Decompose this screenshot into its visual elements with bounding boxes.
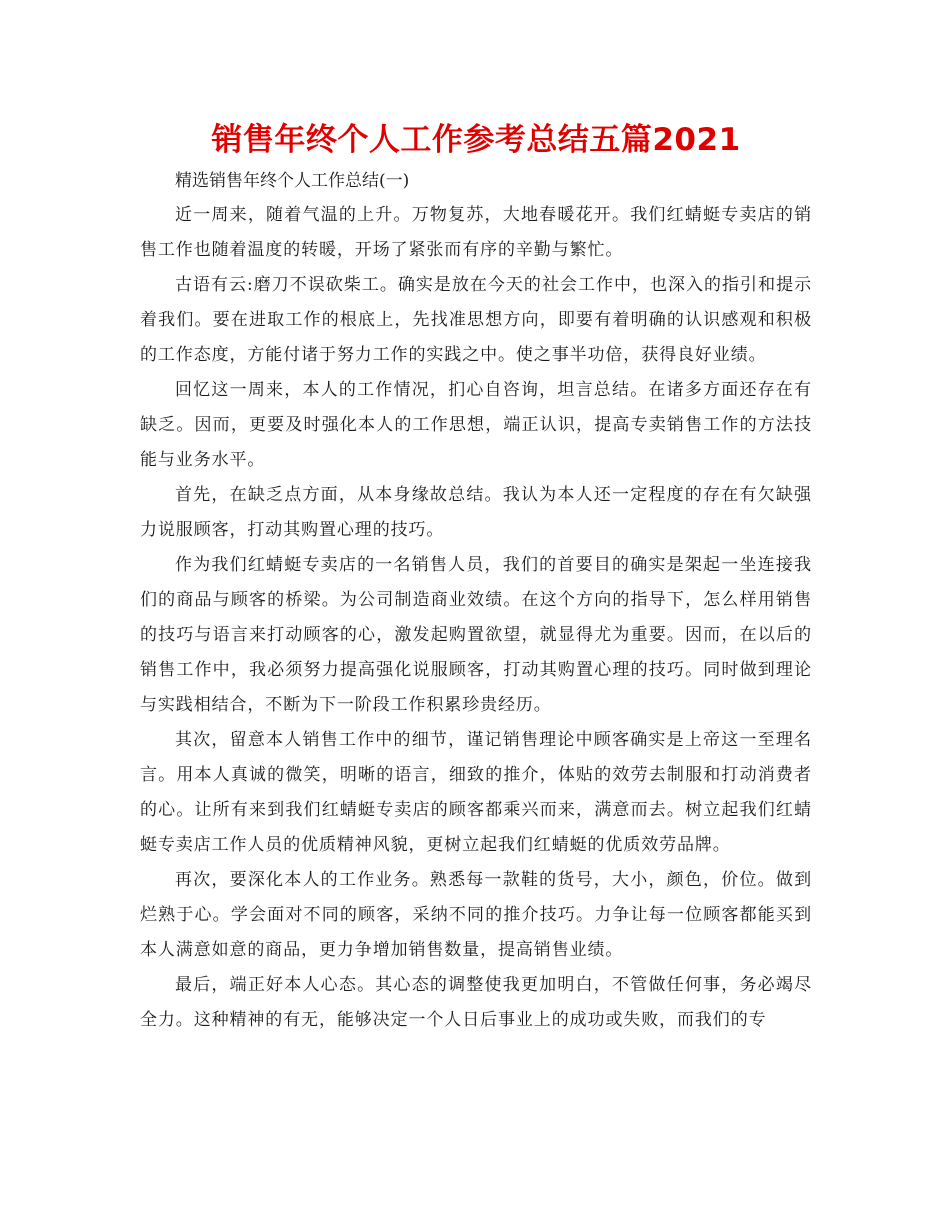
paragraph-3: 回忆这一周来，本人的工作情况，扪心自咨询，坦言总结。在诸多方面还存在有缺乏。因而，更要及时强化本人的工作思想，端正认识，提高专卖销售工作的方法技能与业务水平。 (140, 380, 812, 470)
paragraph-6: 其次，留意本人销售工作中的细节，谨记销售理论中顾客确实是上帝这一至理名言。用本人真诚的微笑，明晰的语言，细致的推介，体贴的效劳去制服和打动消费者的心。让所有来到我们红蜻蜓专卖店的顾客都乘兴而来，满意而去。树立起我们红蜻蜓专卖店工作人员的优质精神风貌，更树立起我们红蜻蜓的优质效劳品牌。 (140, 730, 812, 855)
paragraph-4: 首先，在缺乏点方面，从本身缘故总结。我认为本人还一定程度的存在有欠缺强力说服顾客，打动其购置心理的技巧。 (140, 485, 812, 540)
paragraph-7: 再次，要深化本人的工作业务。熟悉每一款鞋的货号，大小，颜色，价位。做到烂熟于心。学会面对不同的顾客，采纳不同的推介技巧。力争让每一位顾客都能买到本人满意如意的商品，更力争增加销售数量，提高销售业绩。 (140, 870, 812, 960)
paragraph-8: 最后，端正好本人心态。其心态的调整使我更加明白，不管做任何事，务必竭尽全力。这种精神的有无，能够决定一个人日后事业上的成功或失败，而我们的专 (140, 975, 812, 1030)
paragraph-2: 古语有云:磨刀不误砍柴工。确实是放在今天的社会工作中，也深入的指引和提示着我们。要在进取工作的根底上，先找准思想方向，即要有着明确的认识感观和积极的工作态度，方能付诸于努力工作的实践之中。使之事半功倍，获得良好业绩。 (140, 275, 812, 365)
paragraph-5: 作为我们红蜻蜓专卖店的一名销售人员，我们的首要目的确实是架起一坐连接我们的商品与顾客的桥梁。为公司制造商业效绩。在这个方向的指导下，怎么样用销售的技巧与语言来打动顾客的心，激发起购置欲望，就显得尤为重要。因而，在以后的销售工作中，我必须努力提高强化说服顾客，打动其购置心理的技巧。同时做到理论与实践相结合，不断为下一阶段工作积累珍贵经历。 (140, 555, 812, 715)
document-title: 销售年终个人工作参考总结五篇2021 (211, 122, 741, 158)
section-subtitle: 精选销售年终个人工作总结(一) (175, 171, 410, 191)
document-page (140, 118, 812, 1038)
paragraph-1: 近一周来，随着气温的上升。万物复苏，大地春暖花开。我们红蜻蜓专卖店的销售工作也随着温度的转暖，开场了紧张而有序的辛勤与繁忙。 (140, 205, 812, 260)
